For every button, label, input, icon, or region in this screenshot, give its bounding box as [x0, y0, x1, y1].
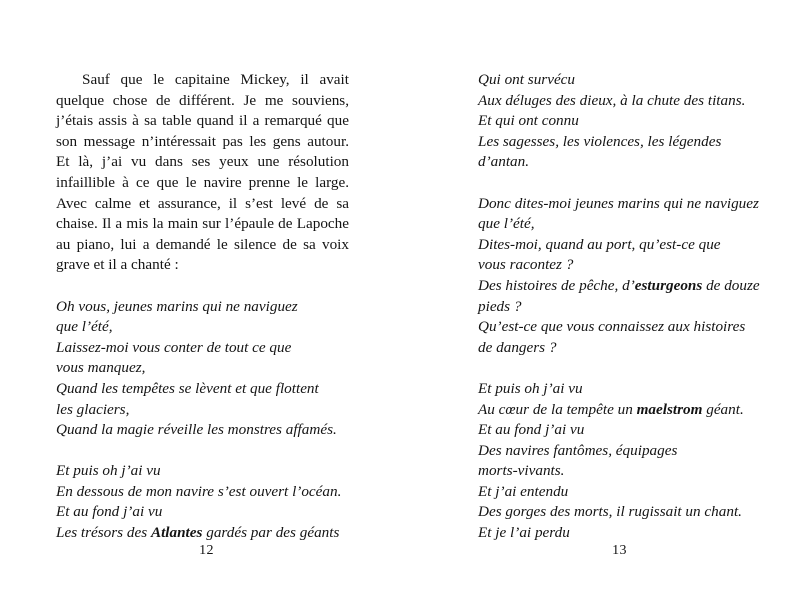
verse-line: Les sagesses, les violences, les légendes	[478, 132, 722, 150]
page-right	[405, 0, 810, 589]
verse-line: vous racontez ?	[478, 256, 574, 274]
stanza-gap	[478, 358, 774, 379]
verse-line: Les trésors des Atlantes gardés par des géants	[56, 524, 340, 542]
emphasis-word: maelstrom	[636, 400, 703, 418]
verse-stanza	[478, 379, 774, 544]
page-right-text-block	[478, 70, 774, 544]
verse-line: Quand les tempêtes se lèvent et que flottent	[56, 379, 319, 397]
verse-line: pieds ?	[478, 297, 522, 315]
verse-line: Qu’est-ce que vous connaissez aux histoires	[478, 318, 746, 336]
emphasis-word: esturgeons	[634, 276, 703, 294]
verse-line: Laissez-moi vous conter de tout ce que	[56, 338, 292, 356]
prose-verse-gap	[56, 276, 349, 297]
prose-container	[56, 70, 349, 276]
verse-line: les glaciers,	[56, 400, 130, 418]
verse-line: Et j’ai entendu	[478, 482, 569, 500]
verse-line: Et au fond j’ai vu	[478, 421, 585, 439]
verse-line: En dessous de mon navire s’est ouvert l’océan.	[56, 482, 342, 500]
page-number-left: 12	[199, 543, 214, 558]
emphasis-word: Atlantes	[150, 524, 203, 542]
verse-stanza	[478, 70, 774, 173]
verse-line: d’antan.	[478, 153, 530, 171]
verse-line: Et puis oh j’ai vu	[478, 379, 583, 397]
verse-line: que l’été,	[56, 318, 113, 336]
verse-line: Donc dites-moi jeunes marins qui ne naviguez	[478, 194, 759, 212]
stanza-container-right	[478, 70, 774, 544]
verse-line: Et puis oh j’ai vu	[56, 462, 161, 480]
verse-line: vous manquez,	[56, 359, 146, 377]
verse-line: Des gorges des morts, il rugissait un chant.	[478, 503, 742, 521]
stanza-gap	[56, 441, 349, 462]
verse-line: Et qui ont connu	[478, 112, 579, 130]
verse-stanza	[56, 297, 349, 441]
verse-line: Au cœur de la tempête un maelstrom géant.	[478, 400, 744, 418]
verse-line: de dangers ?	[478, 338, 557, 356]
verse-line: Oh vous, jeunes marins qui ne naviguez	[56, 297, 298, 315]
verse-line: Aux déluges des dieux, à la chute des titans.	[478, 91, 746, 109]
page-left-text-block	[56, 70, 349, 544]
verse-line: Et je l’ai perdu	[478, 524, 570, 542]
verse-line: morts-vivants.	[478, 462, 565, 480]
verse-line: Des navires fantômes, équipages	[478, 441, 678, 459]
page-number-right: 13	[612, 543, 627, 558]
verse-line: Et au fond j’ai vu	[56, 503, 163, 521]
verse-line: Des histoires de pêche, d’esturgeons de douze	[478, 276, 760, 294]
stanza-container-left	[56, 297, 349, 544]
verse-line: Dites-moi, quand au port, qu’est-ce que	[478, 235, 721, 253]
verse-line: que l’été,	[478, 215, 535, 233]
verse-stanza	[478, 194, 774, 359]
verse-line: Quand la magie réveille les monstres affamés.	[56, 421, 337, 439]
verse-line: Qui ont survécu	[478, 71, 576, 88]
verse-stanza	[56, 461, 349, 543]
prose-paragraph: Sauf que le capitaine Mickey, il avait quelque chose de différent. Je me souviens, j’étais assis à sa table quand il a remarqué que son message n’intéressait pas les gens autour. Et là, j’ai vu dans ses yeux une résolution infaillible à ce que le navire prenne le large. Avec calme et assurance, il s’est levé de sa chaise. Il a mis la main sur l’épaule de Lapoche au piano, lui a demandé le silence de sa voix grave et il a chanté :	[56, 71, 349, 274]
stanza-gap	[478, 173, 774, 194]
